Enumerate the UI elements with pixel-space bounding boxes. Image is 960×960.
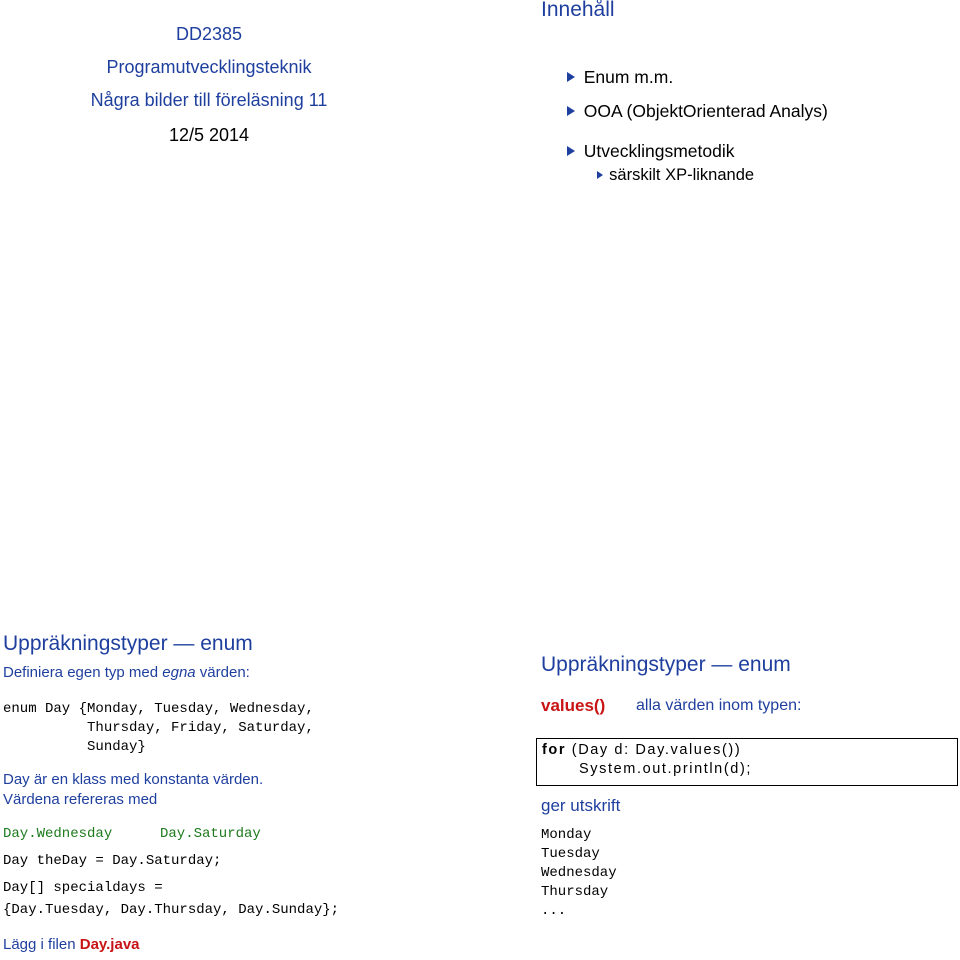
lecture-title: Några bilder till föreläsning 11 xyxy=(90,90,328,110)
enum-code-block xyxy=(3,700,314,757)
file-name: Day.java xyxy=(79,936,140,953)
title-slide xyxy=(0,18,418,152)
enum-reference-text: Värdena refereras med xyxy=(3,791,158,808)
bullet-icon xyxy=(597,171,603,179)
lecture-date: 12/5 2014 xyxy=(168,125,250,145)
code-line: Thursday, Friday, Saturday, xyxy=(3,720,314,736)
contents-item-ooa: OOA (ObjektOrienterad Analys) xyxy=(557,80,828,122)
course-code: DD2385 xyxy=(175,24,243,44)
output-label: ger utskrift xyxy=(541,796,621,815)
contents-item-enum: Enum m.m. xyxy=(557,46,673,88)
enum-heading-left: Uppräkningstyper — enum xyxy=(3,632,253,655)
enum-intro: Definiera egen typ med egna värden: xyxy=(3,664,250,681)
output-line: Monday xyxy=(541,827,592,843)
output-line: ... xyxy=(541,903,567,919)
output-line: Tuesday xyxy=(541,846,600,862)
bullet-icon xyxy=(567,106,575,116)
code-specialdays-values: {Day.Tuesday, Day.Thursday, Day.Sunday}; xyxy=(3,902,340,918)
reference-saturday: Day.Saturday xyxy=(160,826,261,842)
course-name: Programutvecklingsteknik xyxy=(106,57,312,77)
contents-heading: Innehåll xyxy=(541,0,615,21)
code-for-line: for (Day d: Day.values()) xyxy=(542,742,742,758)
output-line: Thursday xyxy=(541,884,609,900)
values-code-box xyxy=(536,738,958,786)
code-theday: Day theDay = Day.Saturday; xyxy=(3,853,222,869)
code-line: enum Day {Monday, Tuesday, Wednesday, xyxy=(3,701,314,717)
enum-heading-right: Uppräkningstyper — enum xyxy=(541,653,791,676)
file-hint: Lägg i filen Day.java xyxy=(3,936,140,953)
output-list xyxy=(541,826,617,921)
bullet-icon xyxy=(567,146,575,156)
code-specialdays: Day[] specialdays = xyxy=(3,880,163,896)
code-line: Sunday} xyxy=(3,739,146,755)
reference-wednesday: Day.Wednesday xyxy=(3,826,113,842)
code-println-line: System.out.println(d); xyxy=(579,761,752,777)
values-description: alla värden inom typen: xyxy=(636,697,802,714)
output-line: Wednesday xyxy=(541,865,617,881)
enum-description: Day är en klass med konstanta värden. xyxy=(3,771,264,788)
contents-subitem-xp: särskilt XP-liknande xyxy=(588,147,754,185)
contents-item-methodology: Utvecklingsmetodik xyxy=(557,120,734,162)
values-method: values() xyxy=(541,696,606,715)
